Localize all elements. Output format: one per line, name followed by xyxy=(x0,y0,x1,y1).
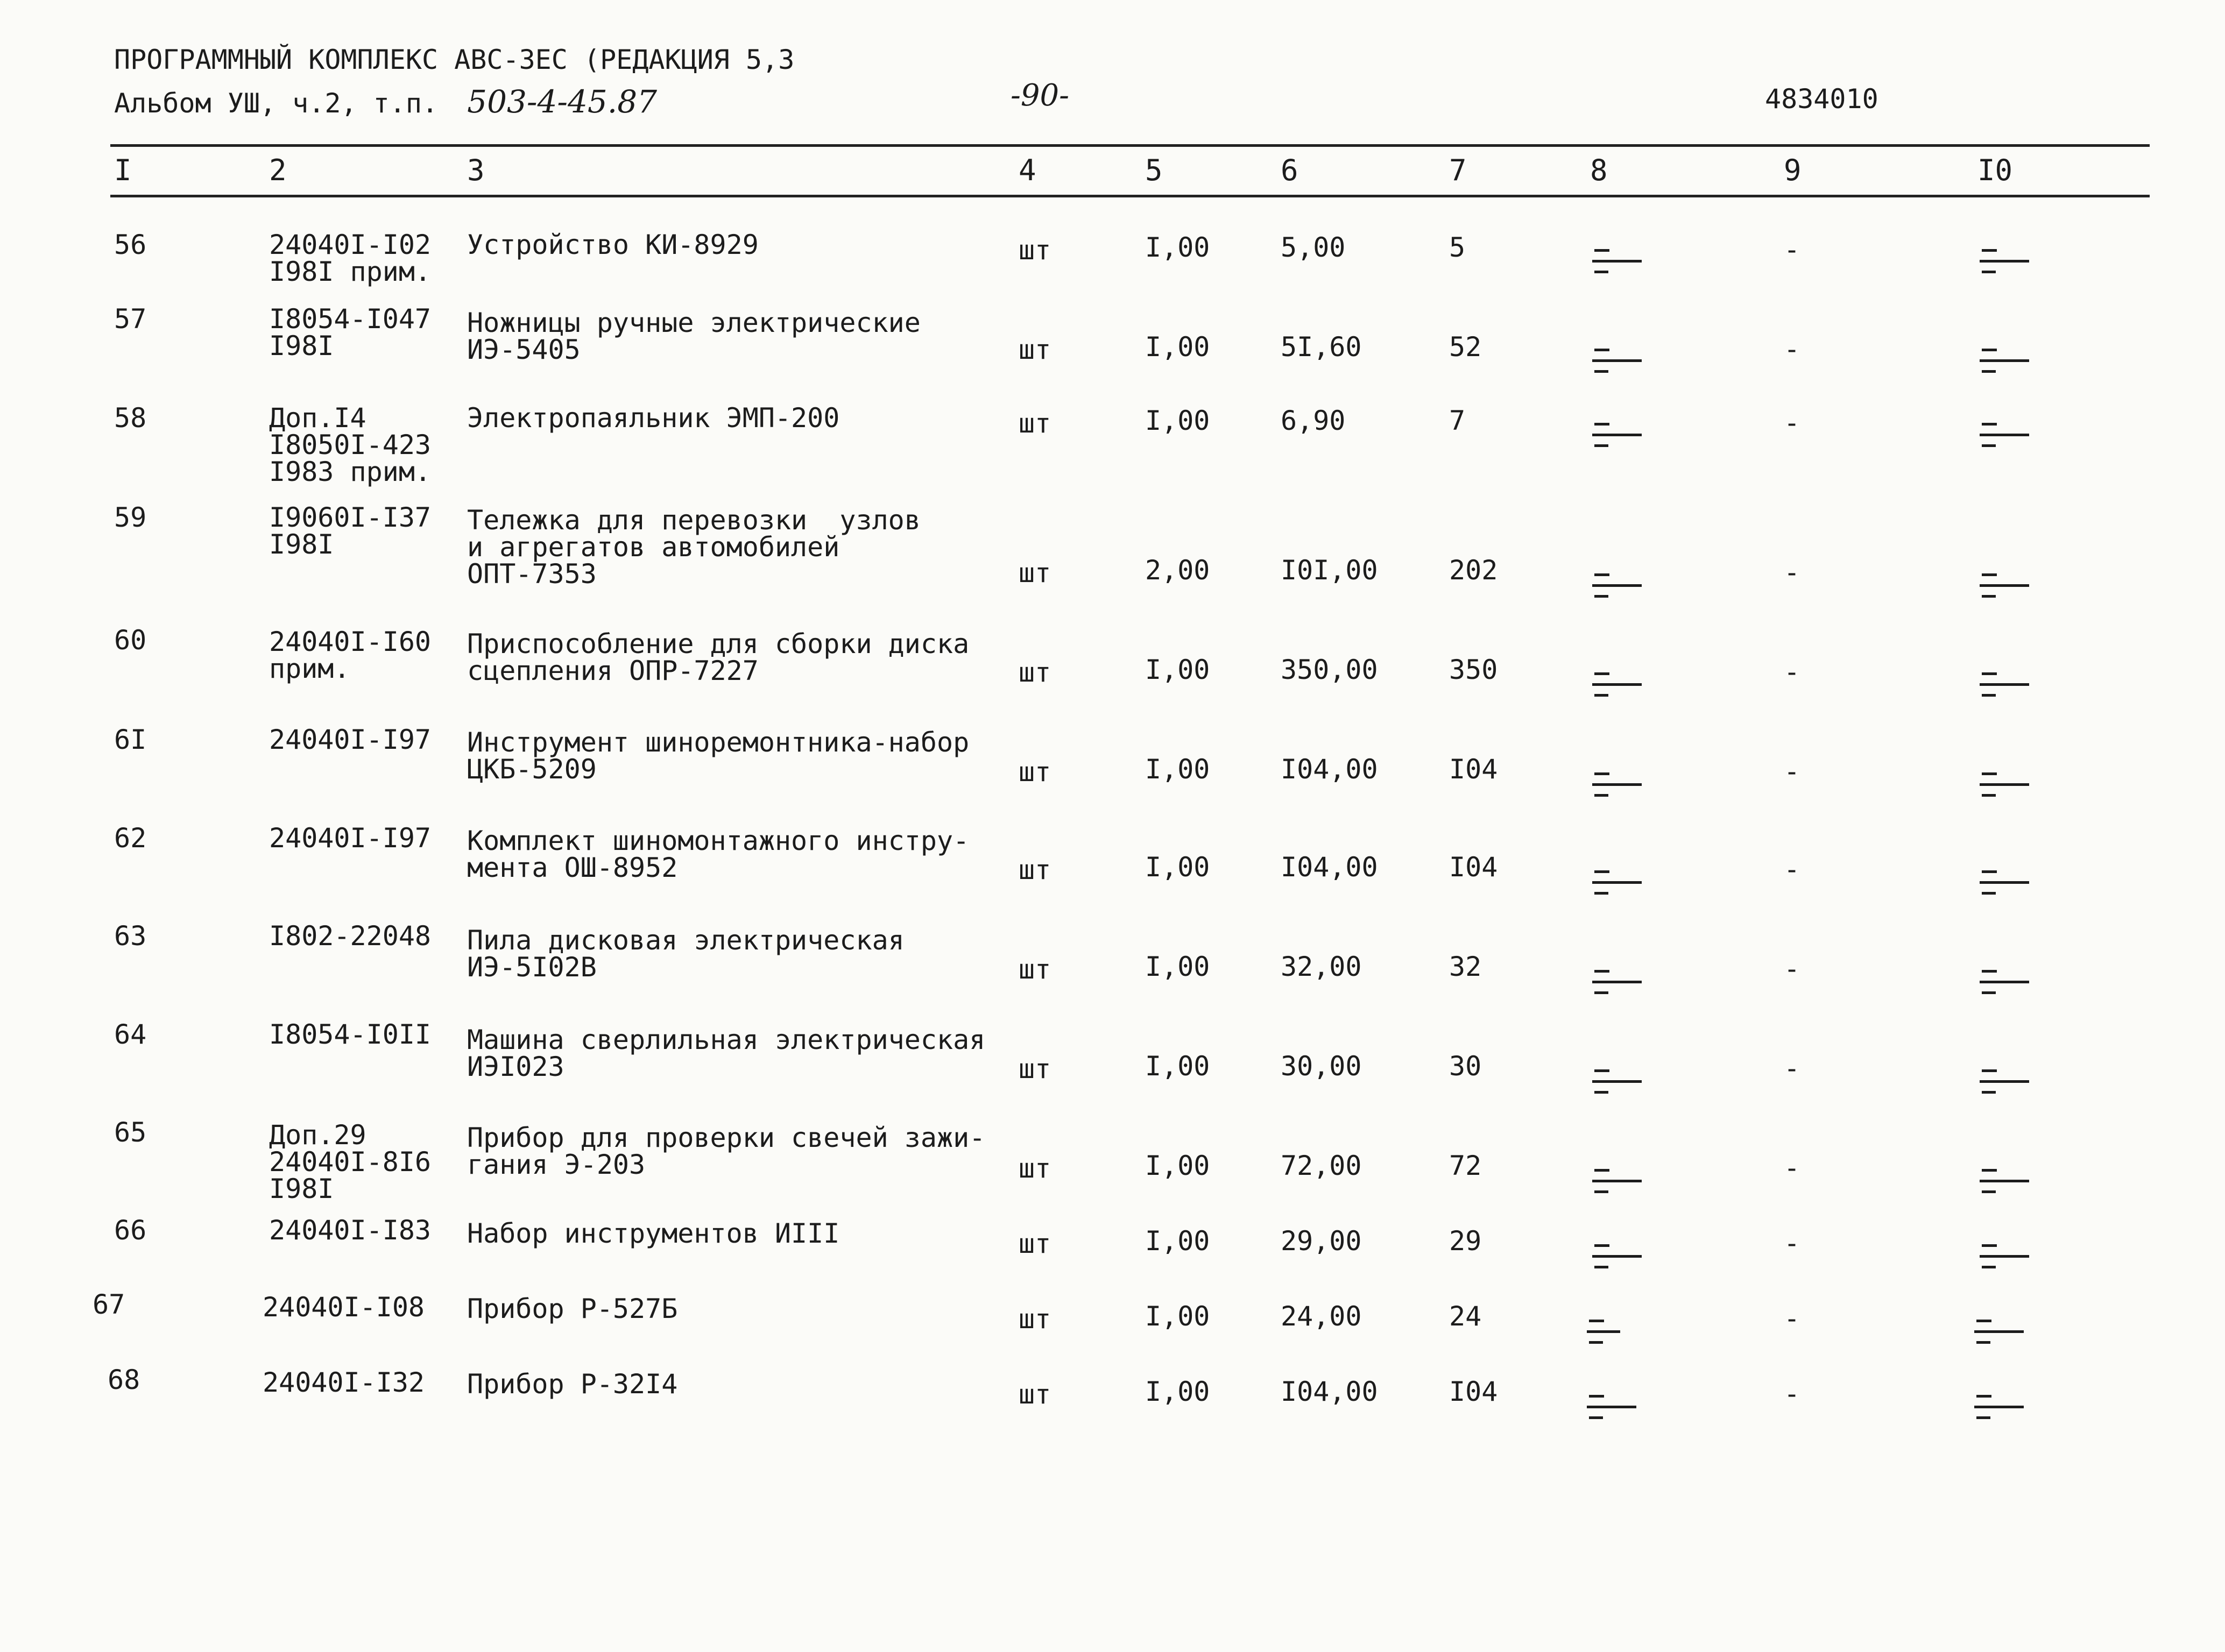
row-name: Набор инструментов ИIII xyxy=(467,1218,840,1249)
row-col9: - xyxy=(1784,756,1800,787)
row-number: 58 xyxy=(114,402,147,434)
row-total: 29 xyxy=(1449,1225,1482,1257)
project-number-handwritten: 503-4-45.87 xyxy=(467,83,658,120)
row-qty: I,00 xyxy=(1145,1051,1210,1082)
row-total: 72 xyxy=(1449,1150,1482,1181)
row-qty: I,00 xyxy=(1145,852,1210,883)
ditto-mark xyxy=(1585,1315,1622,1353)
row-col9: - xyxy=(1784,1152,1800,1183)
row-qty: I,00 xyxy=(1145,1150,1210,1181)
row-qty: I,00 xyxy=(1145,232,1210,263)
row-qty: 2,00 xyxy=(1145,555,1210,586)
page-number: -90- xyxy=(1011,78,1070,113)
row-qty: I,00 xyxy=(1145,405,1210,436)
row-unit: шт xyxy=(1019,1053,1051,1084)
row-number: 67 xyxy=(93,1289,125,1320)
row-total: 52 xyxy=(1449,331,1482,363)
document-code: 4834010 xyxy=(1765,83,1878,115)
row-code: I9060I-I37 I98I xyxy=(269,502,432,560)
row-unit: шт xyxy=(1019,1379,1051,1410)
ditto-mark xyxy=(1977,1065,2031,1103)
row-name: Электропаяльник ЭМП-200 xyxy=(467,402,840,434)
row-number: 57 xyxy=(114,303,147,335)
row-price: 30,00 xyxy=(1281,1051,1362,1082)
row-name: Машина сверлильная электрическая ИЭI023 xyxy=(467,1024,986,1082)
row-col9: - xyxy=(1784,557,1800,588)
row-unit: шт xyxy=(1019,1228,1051,1259)
ditto-mark xyxy=(1590,1240,1644,1278)
ditto-mark xyxy=(1977,419,2031,456)
row-number: 66 xyxy=(114,1215,147,1246)
row-price: 5,00 xyxy=(1281,232,1346,263)
column-header-9: 9 xyxy=(1784,153,1802,187)
column-header-3: 3 xyxy=(467,153,485,187)
ditto-mark xyxy=(1977,866,2031,904)
ditto-mark xyxy=(1590,1165,1644,1202)
row-name: Прибор Р-527Б xyxy=(467,1293,678,1324)
row-unit: шт xyxy=(1019,657,1051,688)
album-label: Альбом УШ, ч.2, т.п. xyxy=(114,88,439,119)
row-number: 62 xyxy=(114,823,147,854)
row-unit: шт xyxy=(1019,854,1051,885)
row-col9: - xyxy=(1784,854,1800,885)
row-code: Доп.29 24040I-8I6 I98I xyxy=(269,1119,432,1204)
ditto-mark xyxy=(1590,569,1644,607)
row-col9: - xyxy=(1784,1228,1800,1259)
row-name: Приспособление для сборки диска сцепления ОПР-7227 xyxy=(467,628,970,686)
row-total: I04 xyxy=(1449,852,1498,883)
row-unit: шт xyxy=(1019,557,1051,589)
column-header-10: I0 xyxy=(1977,153,2013,187)
row-price: 29,00 xyxy=(1281,1225,1362,1257)
row-qty: I,00 xyxy=(1145,754,1210,785)
row-name: Устройство КИ-8929 xyxy=(467,229,759,260)
row-price: 5I,60 xyxy=(1281,331,1362,363)
row-code: 24040I-I60 прим. xyxy=(269,626,432,684)
row-number: 60 xyxy=(114,625,147,656)
ditto-mark xyxy=(1977,966,2031,1003)
row-qty: I,00 xyxy=(1145,951,1210,982)
row-name: Прибор Р-32I4 xyxy=(467,1369,678,1400)
row-col9: - xyxy=(1784,1378,1800,1409)
row-price: 24,00 xyxy=(1281,1301,1362,1332)
row-unit: шт xyxy=(1019,334,1051,365)
row-price: I0I,00 xyxy=(1281,555,1378,586)
row-code: 24040I-I97 xyxy=(269,823,432,854)
ditto-mark xyxy=(1977,768,2031,806)
row-code: I8054-I047 I98I xyxy=(269,303,432,361)
ditto-mark xyxy=(1977,245,2031,282)
ditto-mark xyxy=(1590,344,1644,382)
ditto-mark xyxy=(1590,1065,1644,1103)
column-header-7: 7 xyxy=(1449,153,1467,187)
row-code: 24040I-I08 xyxy=(263,1292,425,1323)
row-code: 24040I-I32 xyxy=(263,1367,425,1398)
ditto-mark xyxy=(1972,1315,2026,1353)
row-number: 59 xyxy=(114,502,147,533)
row-name: Прибор для проверки свечей зажи- гания Э-203 xyxy=(467,1122,986,1180)
row-price: I04,00 xyxy=(1281,754,1378,785)
row-unit: шт xyxy=(1019,408,1051,439)
row-price: I04,00 xyxy=(1281,852,1378,883)
row-total: I04 xyxy=(1449,1376,1498,1407)
row-unit: шт xyxy=(1019,756,1051,788)
row-price: 350,00 xyxy=(1281,654,1378,685)
row-qty: I,00 xyxy=(1145,1225,1210,1257)
ditto-mark xyxy=(1977,1165,2031,1202)
row-total: 202 xyxy=(1449,555,1498,586)
program-title: ПРОГРАММНЫЙ КОМПЛЕКС АВС-ЗЕС (РЕДАКЦИЯ 5,3 xyxy=(114,44,795,75)
row-price: 6,90 xyxy=(1281,405,1346,436)
column-header-4: 4 xyxy=(1019,153,1036,187)
row-qty: I,00 xyxy=(1145,331,1210,363)
row-unit: шт xyxy=(1019,235,1051,266)
ditto-mark xyxy=(1977,344,2031,382)
row-number: 6I xyxy=(114,724,147,755)
ditto-mark xyxy=(1590,966,1644,1003)
row-name: Инструмент шиноремонтника-набор ЦКБ-5209 xyxy=(467,727,970,785)
album-line xyxy=(114,83,657,120)
row-code: Доп.I4 I8050I-423 I983 прим. xyxy=(269,402,432,487)
ditto-mark xyxy=(1590,768,1644,806)
row-qty: I,00 xyxy=(1145,1301,1210,1332)
row-number: 56 xyxy=(114,229,147,260)
row-unit: шт xyxy=(1019,954,1051,985)
table-header-rule xyxy=(110,195,2150,197)
row-code: I8054-I0II xyxy=(269,1019,432,1050)
row-col9: - xyxy=(1784,234,1800,265)
row-name: Тележка для перевозки узлов и агрегатов автомобилей ОПТ-7353 xyxy=(467,505,921,590)
row-total: 30 xyxy=(1449,1051,1482,1082)
row-code: I802-22048 xyxy=(269,920,432,952)
row-total: 7 xyxy=(1449,405,1466,436)
row-col9: - xyxy=(1784,334,1800,365)
column-header-1: I xyxy=(114,153,132,187)
row-code: 24040I-I83 xyxy=(269,1215,432,1246)
column-header-6: 6 xyxy=(1281,153,1298,187)
row-number: 65 xyxy=(114,1117,147,1148)
row-col9: - xyxy=(1784,407,1800,438)
ditto-mark xyxy=(1585,1391,1638,1428)
row-col9: - xyxy=(1784,1303,1800,1334)
column-header-8: 8 xyxy=(1590,153,1608,187)
row-total: 32 xyxy=(1449,951,1482,982)
row-col9: - xyxy=(1784,953,1800,984)
table-top-rule xyxy=(110,144,2150,147)
ditto-mark xyxy=(1972,1391,2026,1428)
ditto-mark xyxy=(1590,668,1644,706)
row-name: Комплект шиномонтажного инстру- мента ОШ-8952 xyxy=(467,825,970,883)
ditto-mark xyxy=(1590,419,1644,456)
row-total: 5 xyxy=(1449,232,1466,263)
column-header-2: 2 xyxy=(269,153,287,187)
row-price: 72,00 xyxy=(1281,1150,1362,1181)
column-header-5: 5 xyxy=(1145,153,1163,187)
row-name: Ножницы ручные электрические ИЭ-5405 xyxy=(467,307,921,365)
row-col9: - xyxy=(1784,1053,1800,1084)
row-total: 24 xyxy=(1449,1301,1482,1332)
row-qty: I,00 xyxy=(1145,1376,1210,1407)
row-total: I04 xyxy=(1449,754,1498,785)
row-code: 24040I-I02 I98I прим. xyxy=(269,229,432,287)
row-unit: шт xyxy=(1019,1153,1051,1184)
ditto-mark xyxy=(1977,1240,2031,1278)
ditto-mark xyxy=(1977,569,2031,607)
row-price: I04,00 xyxy=(1281,1376,1378,1407)
row-number: 68 xyxy=(108,1364,140,1395)
row-number: 64 xyxy=(114,1019,147,1050)
row-total: 350 xyxy=(1449,654,1498,685)
row-name: Пила дисковая электрическая ИЭ-5I02В xyxy=(467,925,905,983)
row-code: 24040I-I97 xyxy=(269,724,432,755)
row-qty: I,00 xyxy=(1145,654,1210,685)
row-price: 32,00 xyxy=(1281,951,1362,982)
ditto-mark xyxy=(1590,245,1644,282)
row-col9: - xyxy=(1784,656,1800,687)
row-unit: шт xyxy=(1019,1303,1051,1335)
row-number: 63 xyxy=(114,920,147,952)
ditto-mark xyxy=(1977,668,2031,706)
ditto-mark xyxy=(1590,866,1644,904)
